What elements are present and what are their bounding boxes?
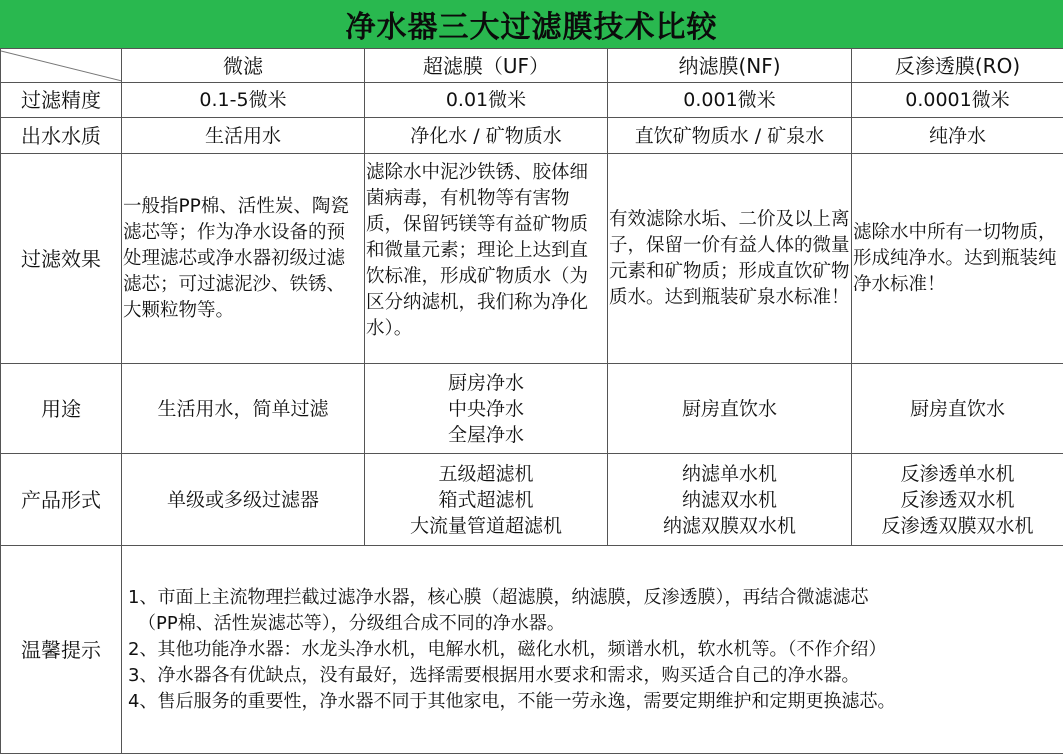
effect-uf: 滤除水中泥沙铁锈、胶体细菌病毒，有机物等有害物质，保留钙镁等有益矿物质和微量元素；理论上达到直饮标准，形成矿物质水（为区分纳滤机，我们称为净化水）。 xyxy=(365,154,608,364)
product-ro-item: 反渗透单水机 xyxy=(854,461,1061,487)
usage-uf-item: 厨房净水 xyxy=(367,370,605,396)
column-header-microfiltration: 微滤 xyxy=(122,49,365,83)
water-quality-microfiltration: 生活用水 xyxy=(122,118,365,154)
tips-content xyxy=(122,546,1063,754)
effect-microfiltration: 一般指PP棉、活性炭、陶瓷滤芯等；作为净水设备的预处理滤芯或净水器初级过滤滤芯；可过滤泥沙、铁锈、大颗粒物等。 xyxy=(122,154,365,364)
product-ro-item: 反渗透双膜双水机 xyxy=(854,513,1061,539)
effect-nf: 有效滤除水垢、二价及以上离子，保留一价有益人体的微量元素和矿物质；形成直饮矿物质水。达到瓶装矿泉水标准！ xyxy=(608,154,852,364)
product-nf xyxy=(608,454,852,546)
product-row xyxy=(1,454,1063,546)
product-uf xyxy=(365,454,608,546)
row-label-water-quality: 出水水质 xyxy=(1,118,122,154)
page-title: 净水器三大过滤膜技术比较 xyxy=(0,0,1063,48)
usage-uf-item: 全屋净水 xyxy=(367,422,605,448)
column-header-ro: 反渗透膜(RO) xyxy=(852,49,1063,83)
tip-line: 3、净水器各有优缺点，没有最好，选择需要根据用水要求和需求，购买适合自己的净水器。 xyxy=(128,663,1059,689)
product-nf-item: 纳滤双膜双水机 xyxy=(610,513,849,539)
usage-uf xyxy=(365,364,608,454)
water-quality-ro: 纯净水 xyxy=(852,118,1063,154)
tips-row xyxy=(1,546,1063,754)
column-header-nf: 纳滤膜(NF) xyxy=(608,49,852,83)
effect-row xyxy=(1,154,1063,364)
comparison-table xyxy=(0,48,1063,754)
tip-line: （PP棉、活性炭滤芯等），分级组合成不同的净水器。 xyxy=(128,611,1059,637)
precision-uf: 0.01微米 xyxy=(365,83,608,118)
usage-nf: 厨房直饮水 xyxy=(608,364,852,454)
water-quality-uf: 净化水 / 矿物质水 xyxy=(365,118,608,154)
product-microfiltration: 单级或多级过滤器 xyxy=(122,454,365,546)
product-ro-item: 反渗透双水机 xyxy=(854,487,1061,513)
product-ro xyxy=(852,454,1063,546)
precision-ro: 0.0001微米 xyxy=(852,83,1063,118)
row-label-product: 产品形式 xyxy=(1,454,122,546)
tip-line: 2、其他功能净水器：水龙头净水机，电解水机，磁化水机，频谱水机，软水机等。（不作介绍） xyxy=(128,637,1059,663)
product-uf-item: 五级超滤机 xyxy=(367,461,605,487)
tip-line: 4、售后服务的重要性，净水器不同于其他家电，不能一劳永逸，需要定期维护和定期更换滤芯。 xyxy=(128,689,1059,715)
precision-microfiltration: 0.1-5微米 xyxy=(122,83,365,118)
precision-row xyxy=(1,83,1063,118)
tip-line: 1、市面上主流物理拦截过滤净水器，核心膜（超滤膜，纳滤膜，反渗透膜），再结合微滤滤芯 xyxy=(128,585,1059,611)
corner-cell xyxy=(1,49,122,83)
usage-row xyxy=(1,364,1063,454)
usage-uf-item: 中央净水 xyxy=(367,396,605,422)
usage-microfiltration: 生活用水，简单过滤 xyxy=(122,364,365,454)
row-label-effect: 过滤效果 xyxy=(1,154,122,364)
water-quality-row xyxy=(1,118,1063,154)
product-uf-item: 箱式超滤机 xyxy=(367,487,605,513)
row-label-tips: 温馨提示 xyxy=(1,546,122,754)
product-nf-item: 纳滤双水机 xyxy=(610,487,849,513)
diagonal-line xyxy=(1,49,122,83)
usage-ro: 厨房直饮水 xyxy=(852,364,1063,454)
precision-nf: 0.001微米 xyxy=(608,83,852,118)
row-label-precision: 过滤精度 xyxy=(1,83,122,118)
header-row xyxy=(1,49,1063,83)
column-header-uf: 超滤膜（UF） xyxy=(365,49,608,83)
product-uf-item: 大流量管道超滤机 xyxy=(367,513,605,539)
effect-ro: 滤除水中所有一切物质，形成纯净水。达到瓶装纯净水标准！ xyxy=(852,154,1063,364)
water-quality-nf: 直饮矿物质水 / 矿泉水 xyxy=(608,118,852,154)
row-label-usage: 用途 xyxy=(1,364,122,454)
product-nf-item: 纳滤单水机 xyxy=(610,461,849,487)
